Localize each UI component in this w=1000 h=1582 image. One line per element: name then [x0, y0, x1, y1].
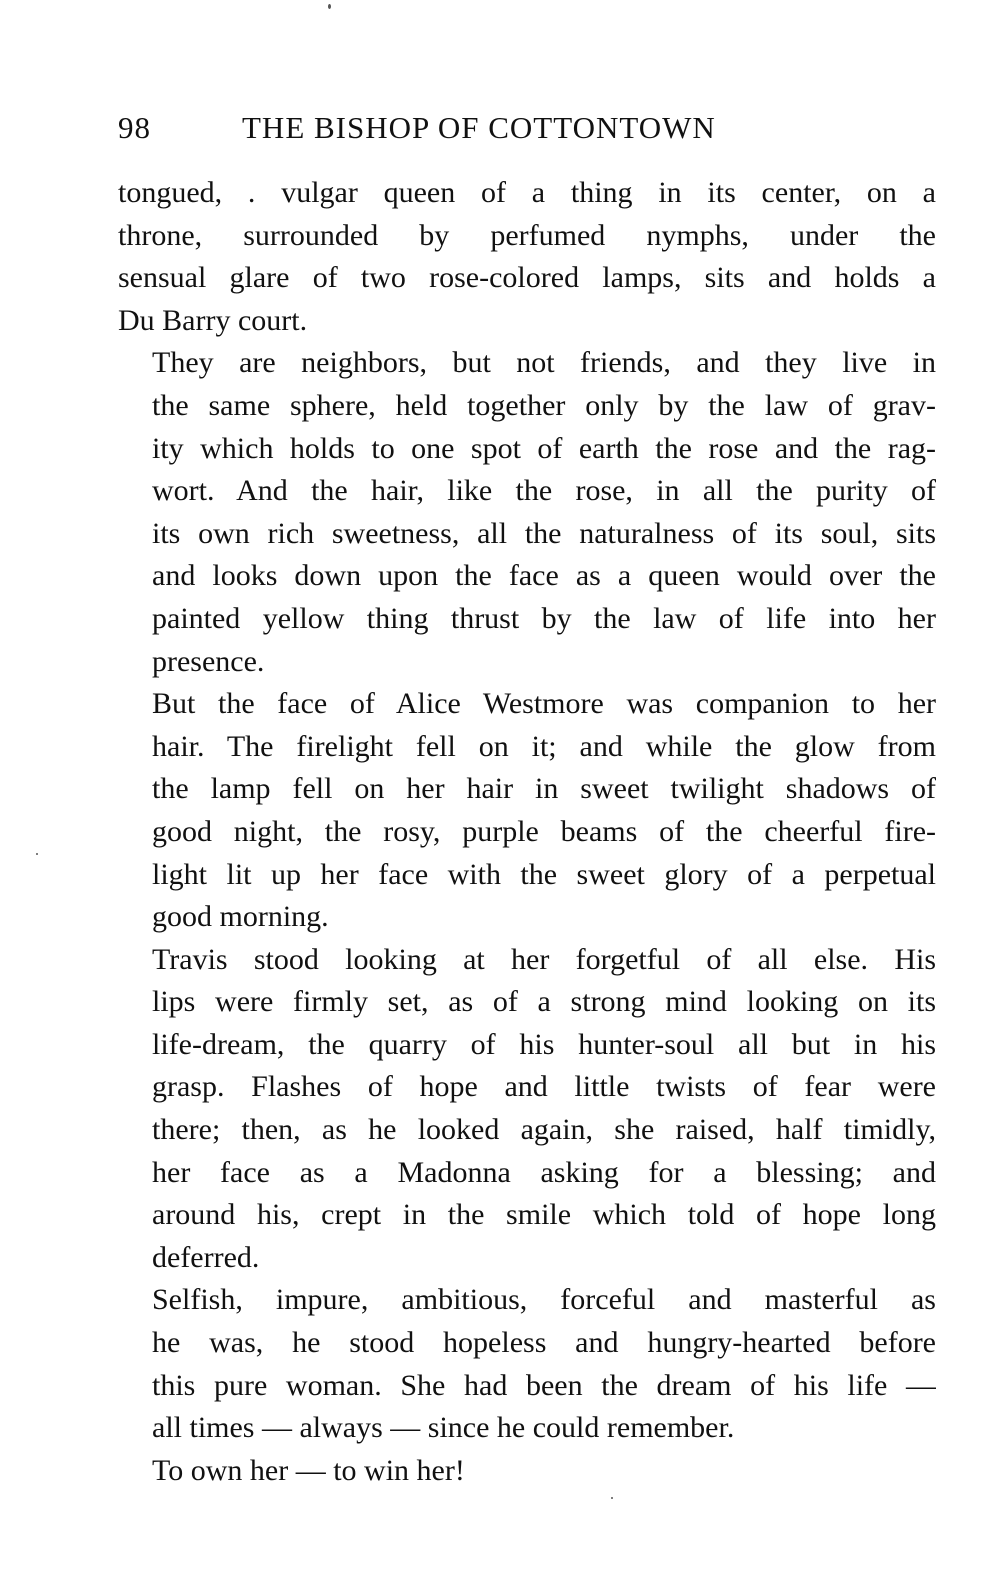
scan-speck	[36, 853, 38, 855]
paragraph	[118, 342, 936, 683]
text-line: good morning.	[152, 900, 329, 934]
text-line: there; then, as he looked again, she raised, half timidly,	[152, 1113, 936, 1147]
paragraph	[118, 1279, 936, 1449]
scan-speck	[611, 1497, 613, 1499]
text-line: her face as a Madonna asking for a blessing; and	[152, 1155, 936, 1189]
text-line: life-dream, the quarry of his hunter-soul all but in his	[152, 1027, 936, 1061]
text-line: But the face of Alice Westmore was companion to her	[152, 687, 936, 721]
body-text	[118, 172, 936, 1492]
text-line: ity which holds to one spot of earth the rose and the rag-	[152, 431, 936, 465]
text-line: hair. The firelight fell on it; and while the glow from	[152, 729, 936, 763]
text-line: wort. And the hair, like the rose, in all the purity of	[152, 474, 936, 508]
paragraph	[118, 683, 936, 939]
page-header	[118, 104, 838, 152]
text-line: sensual glare of two rose-colored lamps, sits and holds a	[118, 261, 936, 295]
text-line: presence.	[152, 644, 265, 678]
text-line: its own rich sweetness, all the naturalness of its soul, sits	[152, 516, 936, 550]
text-line: he was, he stood hopeless and hungry-hearted before	[152, 1326, 936, 1360]
text-line: the same sphere, held together only by the law of grav-	[152, 388, 936, 422]
text-line: To own her — to win her!	[152, 1453, 465, 1487]
text-line: Selfish, impure, ambitious, forceful and masterful as	[152, 1283, 936, 1317]
running-title: THE BISHOP OF COTTONTOWN	[242, 110, 716, 145]
text-line: deferred.	[152, 1240, 260, 1274]
page-number: 98	[118, 110, 151, 145]
text-line: the lamp fell on her hair in sweet twilight shadows of	[152, 772, 936, 806]
text-line: Du Barry court.	[118, 303, 308, 337]
text-line: and looks down upon the face as a queen would over the	[152, 559, 936, 593]
text-line: lips were firmly set, as of a strong mind looking on its	[152, 985, 936, 1019]
paragraph	[118, 939, 936, 1280]
scan-speck	[328, 4, 331, 9]
text-line: Travis stood looking at her forgetful of all else. His	[152, 942, 936, 976]
text-line: light lit up her face with the sweet glory of a perpetual	[152, 857, 936, 891]
text-line: They are neighbors, but not friends, and they live in	[152, 346, 936, 380]
text-line: painted yellow thing thrust by the law of life into her	[152, 601, 936, 635]
text-line: throne, surrounded by perfumed nymphs, under the	[118, 218, 936, 252]
text-line: all times — always — since he could remember.	[152, 1411, 735, 1445]
paragraph	[118, 172, 936, 342]
text-line: this pure woman. She had been the dream of his life —	[152, 1368, 936, 1402]
text-line: good night, the rosy, purple beams of the cheerful fire-	[152, 814, 936, 848]
text-line: tongued, . vulgar queen of a thing in its center, on a	[118, 176, 936, 209]
text-line: around his, crept in the smile which told of hope long	[152, 1198, 936, 1232]
text-line: grasp. Flashes of hope and little twists of fear were	[152, 1070, 936, 1104]
paragraph	[118, 1450, 936, 1493]
